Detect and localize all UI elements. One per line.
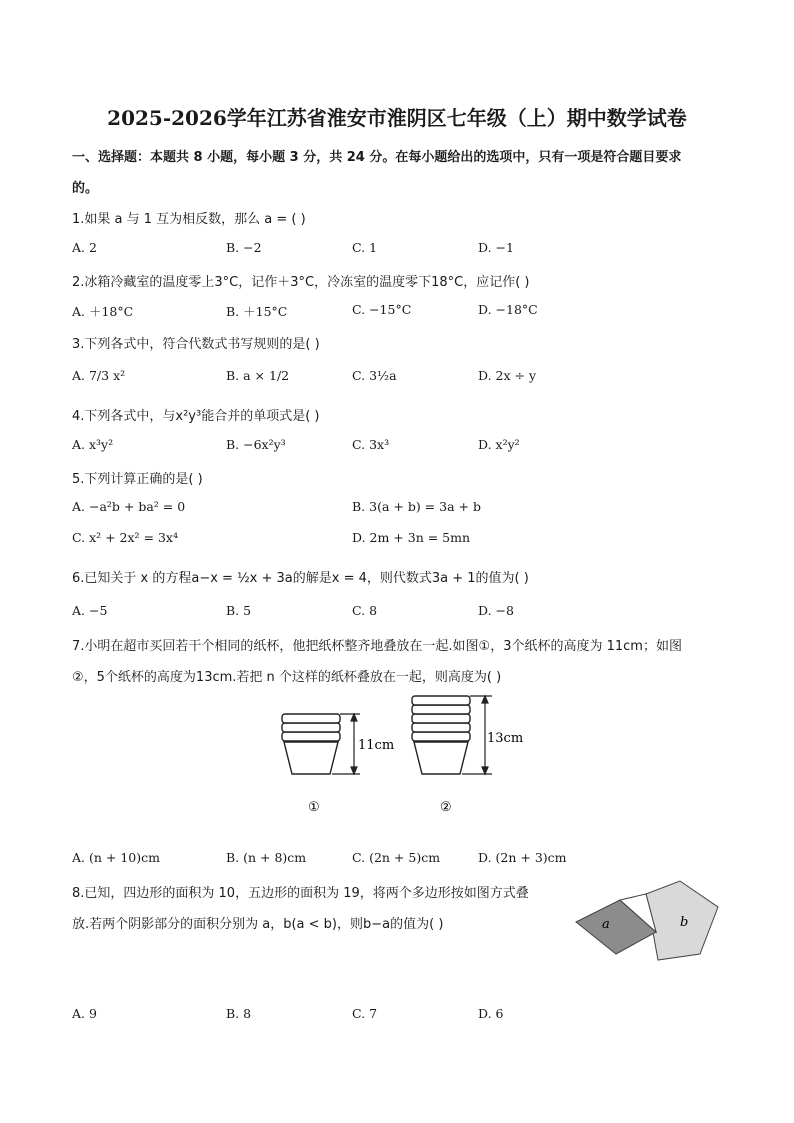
q4-option-d: D. x²y² [478, 437, 520, 452]
q1-option-b: B. −2 [226, 240, 262, 255]
question-8-stem-line2: 放.若两个阴影部分的面积分别为 a，b(a < b)，则b−a的值为( ) [72, 917, 444, 932]
paper-cups-figure [270, 690, 524, 820]
question-4-stem: 4.下列各式中，与x²y³能合并的单项式是( ) [72, 409, 320, 424]
section-heading-line2: 的。 [72, 181, 99, 196]
figure-2-height-label: 13cm [487, 731, 524, 746]
q2-option-d: D. −18°C [478, 302, 538, 317]
section-heading-line1: 一、选择题：本题共 8 小题，每小题 3 分，共 24 分。在每小题给出的选项中，只有一项是符合题目要求 [72, 150, 682, 165]
figure-1-height-label: 11cm [358, 738, 395, 753]
question-1-stem: 1.如果 a 与 1 互为相反数，那么 a = ( ) [72, 212, 306, 227]
question-5-stem: 5.下列计算正确的是( ) [72, 472, 203, 487]
label-a: a [602, 917, 610, 932]
question-7-stem-line2: ②，5个纸杯的高度为13cm.若把 n 个这样的纸杯叠放在一起，则高度为( ) [72, 670, 502, 685]
question-8-stem-line1: 8.已知，四边形的面积为 10，五边形的面积为 19，将两个多边形按如图方式叠 [72, 886, 529, 901]
q1-option-c: C. 1 [352, 240, 378, 255]
q1-option-d: D. −1 [478, 240, 514, 255]
cup-stack-5 [412, 696, 470, 774]
q3-option-c: C. 3½a [352, 368, 397, 383]
q6-option-c: C. 8 [352, 603, 378, 618]
q5-option-c: C. x² + 2x² = 3x⁴ [72, 530, 178, 545]
q6-option-a: A. −5 [72, 603, 108, 618]
q1-option-a: A. 2 [72, 240, 97, 255]
q2-option-b: B. ＋15°C [226, 304, 288, 319]
q6-option-d: D. −8 [478, 603, 514, 618]
q8-option-b: B. 8 [226, 1006, 252, 1021]
figure-2-caption: ② [440, 800, 452, 815]
q5-option-d: D. 2m + 3n = 5mn [352, 530, 471, 545]
q4-option-a: A. x³y² [72, 437, 114, 452]
q7-option-c: C. (2n + 5)cm [352, 850, 441, 865]
q6-option-b: B. 5 [226, 603, 252, 618]
question-2-stem: 2.冰箱冷藏室的温度零上3°C，记作＋3°C，冷冻室的温度零下18°C，应记作( ) [72, 275, 530, 290]
q3-option-a: A. 7/3 x² [72, 368, 126, 383]
question-7-stem-line1: 7.小明在超市买回若干个相同的纸杯，他把纸杯整齐地叠放在一起.如图①，3个纸杯的高度为 11cm；如图 [72, 639, 682, 654]
q5-option-a: A. −a²b + ba² = 0 [72, 499, 186, 514]
q7-option-d: D. (2n + 3)cm [478, 850, 567, 865]
question-6-stem: 6.已知关于 x 的方程a−x = ½x + 3a的解是x = 4，则代数式3a + 1的值为( ) [72, 571, 529, 586]
q3-option-d: D. 2x ÷ y [478, 368, 537, 383]
q8-option-d: D. 6 [478, 1006, 504, 1021]
page-title: 2025-2026学年江苏省淮安市淮阴区七年级（上）期中数学试卷 [107, 106, 687, 130]
q8-option-c: C. 7 [352, 1006, 378, 1021]
q5-option-b: B. 3(a + b) = 3a + b [352, 499, 481, 514]
question-3-stem: 3.下列各式中，符合代数式书写规则的是( ) [72, 337, 320, 352]
overlapping-polygons-figure [572, 876, 722, 964]
q8-option-a: A. 9 [72, 1006, 97, 1021]
label-b: b [680, 915, 689, 930]
q2-option-c: C. −15°C [352, 302, 412, 317]
q7-option-b: B. (n + 8)cm [226, 850, 307, 865]
q2-option-a: A. ＋18°C [72, 304, 134, 319]
q7-option-a: A. (n + 10)cm [72, 850, 160, 865]
q4-option-c: C. 3x³ [352, 437, 390, 452]
figure-1-caption: ① [308, 800, 320, 815]
cup-stack-3 [282, 714, 340, 774]
q3-option-b: B. a × 1/2 [226, 368, 290, 383]
q4-option-b: B. −6x²y³ [226, 437, 286, 452]
